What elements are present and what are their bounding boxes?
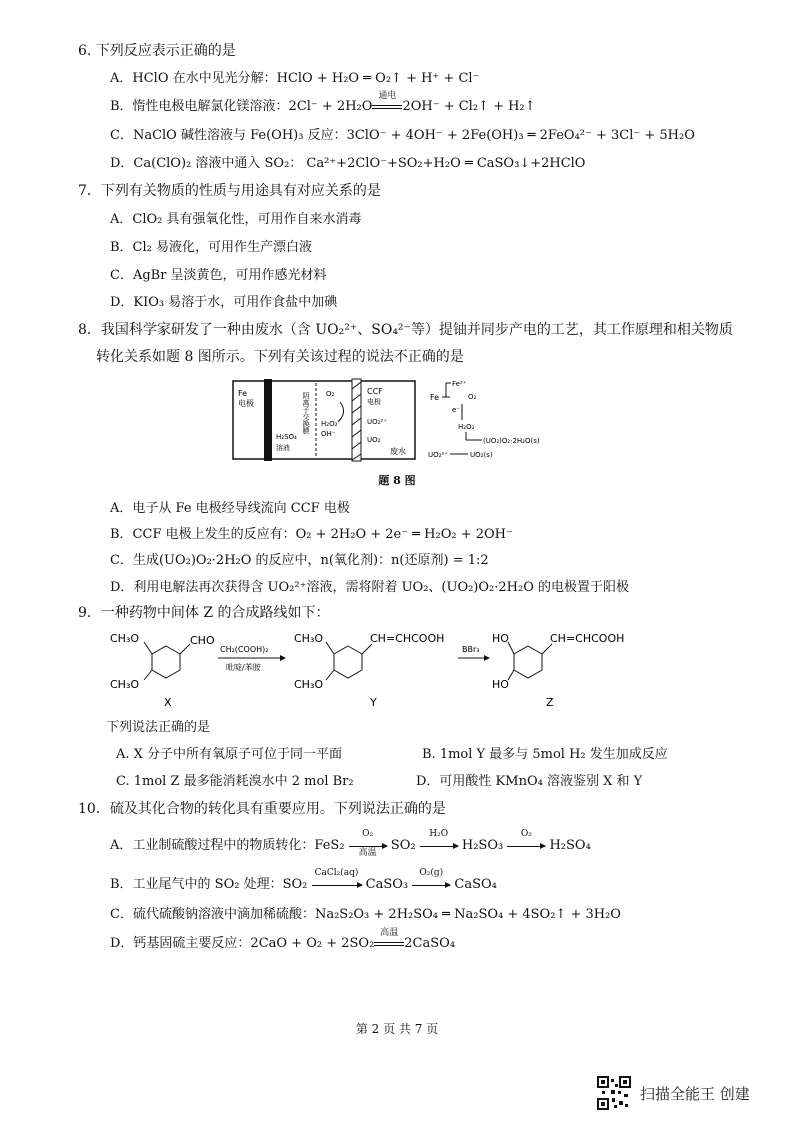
- q10-a-arrow-1: [349, 828, 387, 858]
- x-label: X: [164, 696, 172, 709]
- q10-a-c1b: 高温: [358, 847, 377, 858]
- q10-b-pre: B．工业尾气中的 SO₂ 处理：SO₂: [110, 877, 308, 892]
- q8-option-a: A．电子从 Fe 电极经导线流向 CCF 电极: [110, 501, 350, 516]
- x-och3-bond-b: [144, 670, 152, 680]
- z-ring: [514, 646, 542, 678]
- z-ho2: HO: [492, 678, 509, 691]
- q7-option-a: A．ClO₂ 具有强氧化性，可用作自来水消毒: [110, 212, 362, 227]
- q9-stem: 9．一种药物中间体 Z 的合成路线如下：: [78, 605, 330, 621]
- fig-fe: Fe: [238, 389, 248, 398]
- qr-px-8: [625, 1104, 628, 1107]
- qr-px-4: [618, 1091, 621, 1094]
- q8-caption: 题 8 图: [378, 474, 416, 487]
- qr-px-2: [615, 1084, 618, 1087]
- q7-stem: 7．下列有关物质的性质与用途具有对应关系的是: [78, 183, 381, 199]
- fig-r-fe2: Fe²⁺: [452, 380, 467, 388]
- q10-b-c2: O₂(g): [419, 867, 444, 878]
- q6-b-pre: B．惰性电极电解氯化镁溶液：2Cl⁻ + 2H₂O: [110, 99, 373, 114]
- arrow-line: [420, 846, 458, 847]
- fig-r-e: e⁻: [452, 406, 461, 414]
- q9-option-d: D．可用酸性 KMnO₄ 溶液鉴别 X 和 Y: [416, 774, 643, 789]
- qr-dot-1: [601, 1080, 605, 1084]
- q6-option-a: A．HClO 在水中见光分解：HClO + H₂O ═ O₂↑ + H⁺ + Cl⁻: [110, 71, 480, 86]
- fig-uo2: UO₂: [367, 436, 381, 444]
- q10-option-d: [110, 927, 456, 951]
- page-footer: 第 2 页 共 7 页: [355, 1022, 439, 1036]
- q10-d-cond: 高温: [380, 927, 399, 938]
- q9-scheme: [108, 624, 668, 714]
- y-ring: [334, 646, 362, 678]
- q9-sub: 下列说法正确的是: [106, 720, 211, 735]
- fig-r-h2o2: H₂O₂: [458, 423, 475, 431]
- q7-option-d: D．KIO₃ 易溶于水，可用作食盐中加碘: [110, 295, 338, 310]
- q10-d-pre: D．钙基固硫主要反应：2CaO + O₂ + 2SO₂: [110, 936, 375, 951]
- q10-b-s2: CaSO₄: [454, 877, 497, 892]
- scanner-watermark: 扫描全能王 创建: [640, 1085, 750, 1103]
- q7-option-c: C．AgBr 呈淡黄色，可用作感光材料: [110, 268, 327, 283]
- q8-option-c: C．生成(UO₂)O₂·2H₂O 的反应中，n(氧化剂)：n(还原剂) = 1:2: [110, 553, 489, 568]
- q10-option-b: [110, 867, 497, 892]
- q10-b-arrow-2: [412, 867, 450, 892]
- r1-below: 吡啶/苯胺: [226, 663, 261, 672]
- ccf-electrode: [352, 379, 361, 461]
- q7-option-b: B．Cl₂ 易液化，可用作生产漂白液: [110, 240, 313, 255]
- q8-option-b: B．CCF 电极上发生的反应有：O₂ + 2H₂O + 2e⁻ ═ H₂O₂ + 2OH⁻: [110, 527, 513, 542]
- arrow-1-head: [280, 655, 286, 661]
- fig-feishui: 废水: [390, 447, 406, 456]
- x-cho-bond: [180, 644, 190, 654]
- q10-a-pre: A．工业制硫酸过程中的物质转化：FeS₂: [110, 838, 345, 853]
- arrow-2-head: [484, 655, 490, 661]
- z-chain: CH=CHCOOH: [550, 632, 625, 645]
- qr-px-5: [624, 1094, 628, 1097]
- q6-b-post: 2OH⁻ + Cl₂↑ + H₂↑: [402, 99, 536, 114]
- y-label: Y: [370, 696, 377, 709]
- x-och3a: CH₃O: [110, 632, 140, 645]
- qr-px-10: [614, 1105, 617, 1108]
- q10-d-post: 2CaSO₄: [404, 936, 456, 951]
- z-chain-bond: [542, 644, 552, 654]
- x-cho: CHO: [190, 634, 215, 647]
- q10-option-a: [110, 828, 591, 858]
- fig-r-uo2p: UO₂²⁺: [428, 451, 448, 459]
- fig-h2so4: H₂SO₄: [276, 433, 297, 441]
- q10-a-s3: H₂SO₄: [549, 838, 591, 853]
- q6-option-c: C．NaClO 碱性溶液与 Fe(OH)₃ 反应：3ClO⁻ + 4OH⁻ + 2Fe(OH)₃ ═ 2FeO₄²⁻ + 3Cl⁻ + 5H₂O: [110, 128, 695, 143]
- q9-option-c: C. 1mol Z 最多能消耗溴水中 2 mol Br₂: [116, 774, 354, 789]
- q10-option-c: C．硫代硫酸钠溶液中滴加稀硫酸：Na₂S₂O₃ + 2H₂SO₄ ═ Na₂SO₄ + 4SO₂↑ + 3H₂O: [110, 907, 621, 922]
- electrolysis-sign: [372, 90, 402, 112]
- q10-a-arrow-3: [507, 828, 545, 853]
- q9-option-b: B. 1mol Y 最多与 5mol H₂ 发生加成反应: [422, 747, 668, 762]
- arrow-line: [412, 885, 450, 886]
- qr-px-3: [611, 1090, 615, 1094]
- fig-r-uo2s: UO₂(s): [470, 451, 493, 459]
- q6-stem: 6. 下列反应表示正确的是: [78, 43, 236, 59]
- q10-a-s2: H₂SO₃: [461, 838, 504, 853]
- y-och3b: CH₃O: [294, 678, 324, 691]
- z-label: Z: [546, 696, 554, 709]
- q8-stem-line2: 转化关系如题 8 图所示。下列有关该过程的说法不正确的是: [96, 349, 464, 365]
- qr-px-6: [612, 1098, 615, 1102]
- q10-a-c3: O₂: [520, 828, 532, 839]
- x-ring: [152, 646, 180, 678]
- qr-code-icon: [597, 1076, 631, 1110]
- curve-arrow: [338, 402, 344, 422]
- fig-r-prod: (UO₂)O₂·2H₂O(s): [483, 437, 540, 445]
- qr-px-9: [602, 1091, 605, 1094]
- arrow-line: [349, 846, 387, 847]
- fig-r-fe: Fe: [430, 393, 440, 402]
- fig-membrane: 阴离子交换膜: [302, 392, 310, 434]
- qr-dot-2: [623, 1080, 627, 1084]
- q10-b-s1: CaSO₃: [365, 877, 409, 892]
- z-ho1: HO: [492, 632, 509, 645]
- q6-option-d: D．Ca(ClO)₂ 溶液中通入 SO₂： Ca²⁺+2ClO⁻+SO₂+H₂O ═ CaSO₃↓+2HClO: [110, 156, 586, 171]
- q6-b-cond: 通电: [378, 90, 397, 101]
- y-och3-bond-a: [326, 642, 334, 654]
- y-och3a: CH₃O: [294, 632, 324, 645]
- fig-oh: OH⁻: [321, 430, 336, 438]
- x-och3-bond-a: [144, 642, 152, 654]
- q10-stem: 10．硫及其化合物的转化具有重要应用。下列说法正确的是: [78, 801, 446, 817]
- r1-above: CH₂(COOH)₂: [220, 645, 269, 654]
- q10-a-arrow-2: [420, 828, 458, 853]
- q9-option-a: A. X 分子中所有氧原子可位于同一平面: [116, 747, 343, 762]
- r2-above: BBr₃: [462, 645, 480, 654]
- q8-option-d: D．利用电解法再次获得含 UO₂²⁺溶液，需将附着 UO₂、(UO₂)O₂·2H₂O 的电极置于阳极: [110, 580, 629, 595]
- fig-o2: O₂: [326, 390, 335, 398]
- fig-r-o2: O₂: [468, 393, 477, 401]
- fe-electrode: [264, 379, 272, 461]
- qr-px-1: [611, 1079, 614, 1082]
- fig-ccf-electrode: 电极: [367, 398, 381, 406]
- y-chain-bond: [362, 644, 372, 654]
- q10-a-c2: H₂O: [429, 828, 449, 839]
- y-chain: CH=CHCOOH: [370, 632, 445, 645]
- q10-b-arrow-1: [312, 867, 362, 892]
- x-och3b: CH₃O: [110, 678, 140, 691]
- q6-option-b: [110, 90, 536, 114]
- fig-h2o2: H₂O₂: [321, 420, 338, 428]
- fig-ccf: CCF: [367, 387, 383, 396]
- fig-fe-electrode: 电极: [238, 399, 254, 408]
- q8-stem-line1: 8．我国科学家研发了一种由废水（含 UO₂²⁺、SO₄²⁻等）提铀并同步产电的工艺，其工作原理和相关物质: [78, 322, 733, 338]
- fig-uo2p: UO₂²⁺: [367, 418, 387, 426]
- arrow-line: [312, 885, 362, 886]
- arrow-line: [507, 846, 545, 847]
- q8-figure: [230, 374, 570, 469]
- fig-rongye: 溶液: [276, 444, 290, 452]
- q10-a-c1a: O₂: [362, 828, 374, 839]
- qr-dot-3: [601, 1102, 605, 1106]
- qr-px-7: [619, 1101, 623, 1105]
- q10-a-s1: SO₂: [390, 838, 416, 853]
- high-temp-sign: [374, 927, 404, 949]
- q10-b-c1: CaCl₂(aq): [314, 867, 359, 878]
- y-och3-bond-b: [326, 670, 334, 680]
